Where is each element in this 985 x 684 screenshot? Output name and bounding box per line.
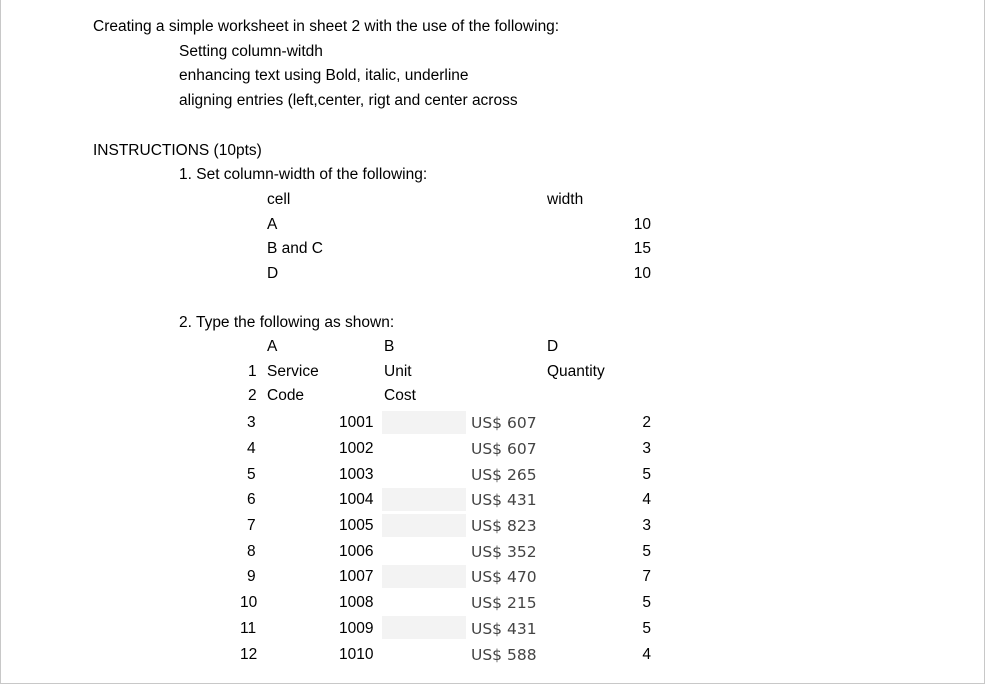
row-number: 9	[247, 568, 256, 585]
service-code: 1009	[339, 620, 374, 637]
step1-width-value: 10	[633, 216, 651, 233]
service-code: 1003	[339, 466, 374, 483]
quantity: 4	[642, 646, 651, 663]
service-code: 1010	[339, 646, 374, 663]
cell-shade	[382, 488, 466, 511]
service-code: 1004	[339, 491, 374, 508]
unit-cost: US$ 607	[471, 440, 537, 458]
step1-cell-name: B and C	[267, 240, 324, 257]
cell-shade	[382, 616, 466, 639]
unit-cost: US$ 431	[471, 620, 537, 638]
page-title: Creating a simple worksheet in sheet 2 with the use of the following:	[93, 18, 560, 35]
quantity: 5	[642, 620, 651, 637]
quantity: 2	[642, 414, 651, 431]
step1-header-width: width	[547, 191, 584, 208]
row-number: 2	[248, 387, 257, 404]
row-number: 8	[247, 543, 256, 560]
step1-cell-name: A	[267, 216, 278, 233]
quantity: 5	[642, 543, 651, 560]
step1-header-cell: cell	[267, 191, 291, 208]
row-number: 1	[248, 363, 257, 380]
header-service: Service	[267, 363, 319, 380]
row-number: 10	[240, 594, 258, 611]
header-cost: Cost	[384, 387, 416, 404]
service-code: 1002	[339, 440, 374, 457]
quantity: 4	[642, 491, 651, 508]
row-number: 4	[247, 440, 256, 457]
service-code: 1007	[339, 568, 374, 585]
quantity: 3	[642, 440, 651, 457]
header-code: Code	[267, 387, 305, 404]
service-code: 1006	[339, 543, 374, 560]
instructions-heading: INSTRUCTIONS (10pts)	[93, 142, 262, 159]
header-unit: Unit	[384, 363, 412, 380]
row-number: 12	[240, 646, 258, 663]
unit-cost: US$ 470	[471, 568, 537, 586]
cell-shade	[382, 514, 466, 537]
step1-width-value: 15	[633, 240, 651, 257]
unit-cost: US$ 607	[471, 414, 537, 432]
column-letter-d: D	[547, 338, 559, 355]
quantity: 3	[642, 517, 651, 534]
objective-item: aligning entries (left,center, rigt and center across	[179, 92, 518, 109]
quantity: 5	[642, 594, 651, 611]
objective-item: enhancing text using Bold, italic, underline	[179, 67, 469, 84]
step1-title: 1. Set column-width of the following:	[179, 166, 428, 183]
quantity: 7	[642, 568, 651, 585]
unit-cost: US$ 265	[471, 466, 537, 484]
objective-item: Setting column-witdh	[179, 43, 323, 60]
service-code: 1008	[339, 594, 374, 611]
service-code: 1001	[339, 414, 374, 431]
unit-cost: US$ 823	[471, 517, 537, 535]
row-number: 3	[247, 414, 256, 431]
step1-width-value: 10	[633, 265, 651, 282]
unit-cost: US$ 588	[471, 646, 537, 664]
step2-title: 2. Type the following as shown:	[179, 314, 395, 331]
cell-shade	[382, 565, 466, 588]
unit-cost: US$ 352	[471, 543, 537, 561]
service-code: 1005	[339, 517, 374, 534]
row-number: 11	[240, 620, 257, 637]
row-number: 5	[247, 466, 256, 483]
unit-cost: US$ 431	[471, 491, 537, 509]
step1-cell-name: D	[267, 265, 279, 282]
unit-cost: US$ 215	[471, 594, 537, 612]
column-letter-a: A	[267, 338, 278, 355]
column-letter-b: B	[384, 338, 395, 355]
row-number: 7	[247, 517, 256, 534]
header-quantity: Quantity	[547, 363, 605, 380]
row-number: 6	[247, 491, 256, 508]
quantity: 5	[642, 466, 651, 483]
cell-shade	[382, 411, 466, 434]
